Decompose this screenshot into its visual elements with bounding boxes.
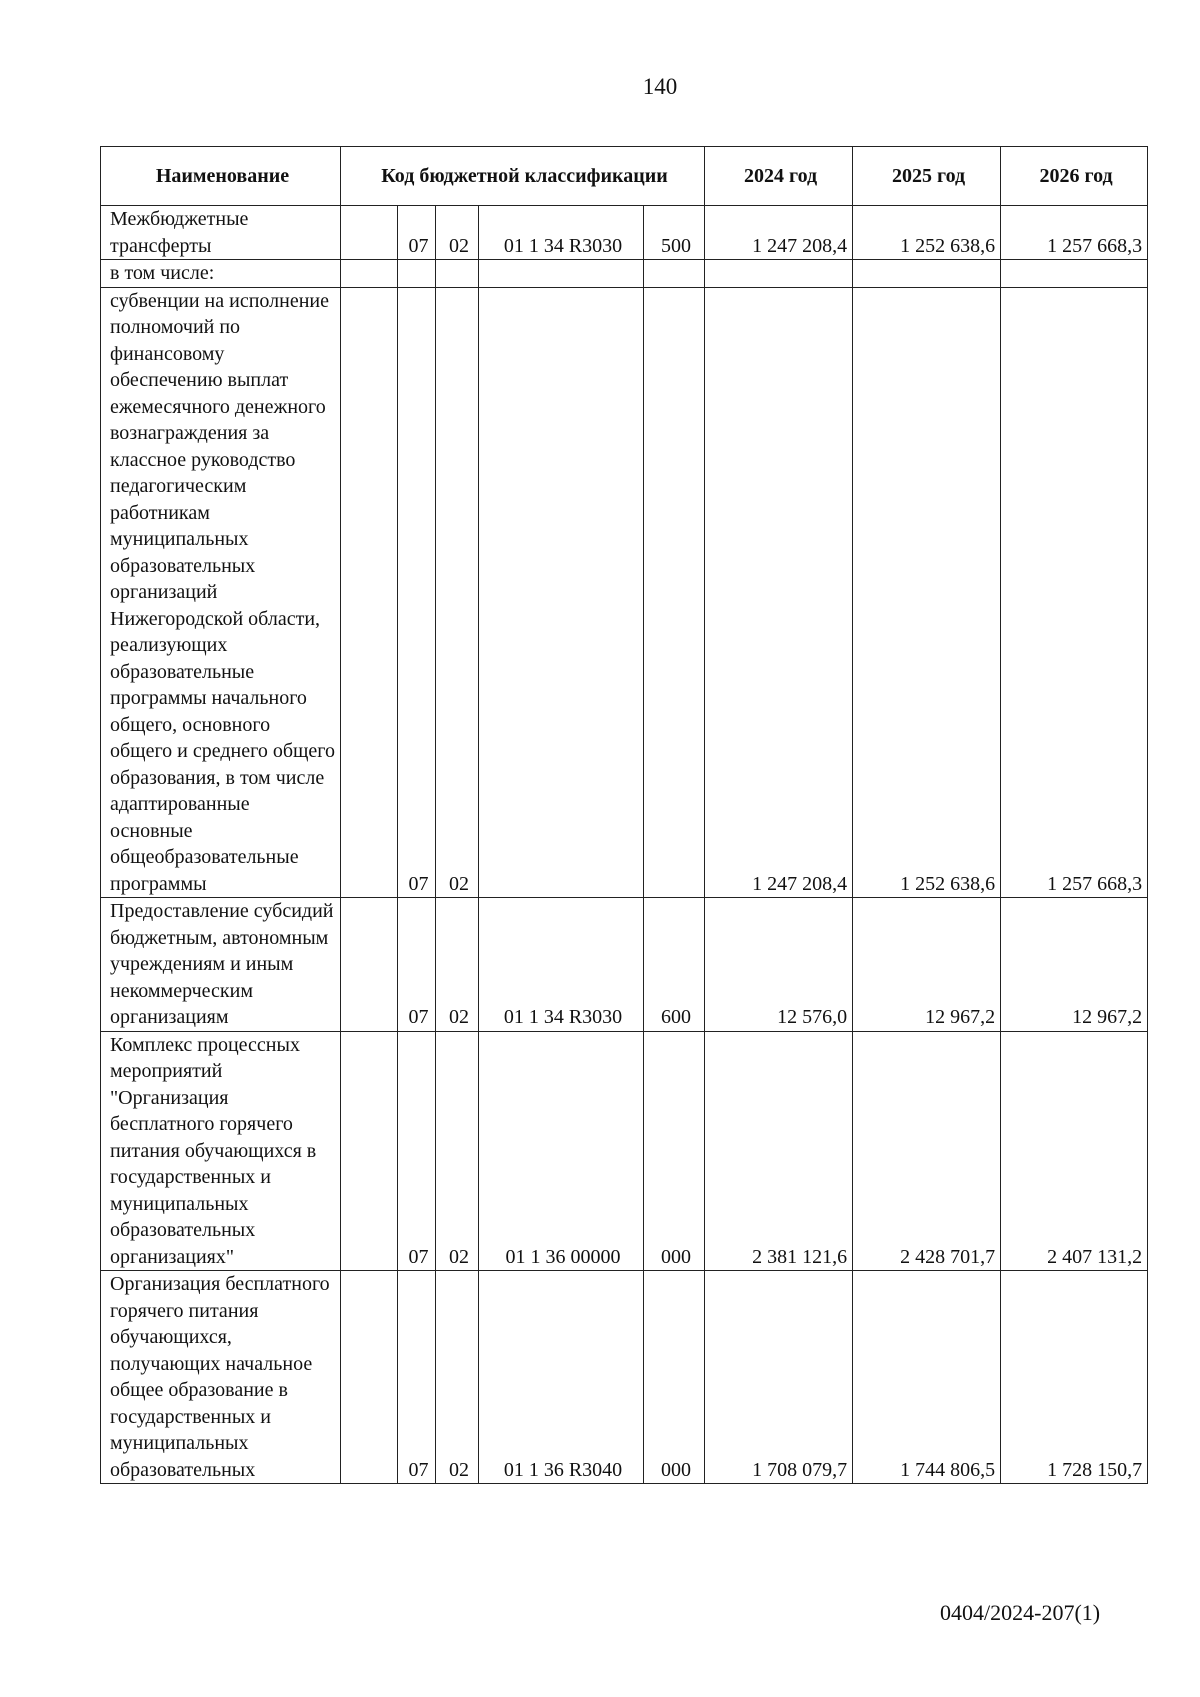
row-type (644, 260, 705, 288)
row-2025: 2 428 701,7 (853, 1031, 1001, 1271)
row-target: 01 1 36 00000 (479, 1031, 644, 1271)
header-2025: 2025 год (853, 147, 1001, 206)
row-name: Организация бесплатного горячего питания обучающихся, получающих начальное общее образование в государственных и муниципальных образовательных (101, 1271, 341, 1484)
row-name: Межбюджетные трансферты (101, 206, 341, 260)
header-code: Код бюджетной классификации (341, 147, 705, 206)
row-2024: 2 381 121,6 (705, 1031, 853, 1271)
row-name: в том числе: (101, 260, 341, 288)
table-row (101, 898, 1148, 1032)
row-target: 01 1 36 R3040 (479, 1271, 644, 1484)
row-empty (341, 287, 398, 898)
row-subsection: 02 (436, 287, 479, 898)
row-subsection: 02 (436, 898, 479, 1032)
row-target (479, 260, 644, 288)
row-2024 (705, 260, 853, 288)
row-2025: 12 967,2 (853, 898, 1001, 1032)
row-2026: 1 257 668,3 (1001, 287, 1148, 898)
row-section: 07 (398, 287, 436, 898)
row-name: Комплекс процессных мероприятий "Организация бесплатного горячего питания обучающихся в государственных и муниципальных образовательных организациях" (101, 1031, 341, 1271)
row-2024: 1 708 079,7 (705, 1271, 853, 1484)
row-2024: 12 576,0 (705, 898, 853, 1032)
row-type: 000 (644, 1031, 705, 1271)
row-target: 01 1 34 R3030 (479, 206, 644, 260)
row-target (479, 287, 644, 898)
row-2026: 2 407 131,2 (1001, 1031, 1148, 1271)
row-empty (341, 260, 398, 288)
table-row (101, 260, 1148, 288)
row-section: 07 (398, 206, 436, 260)
row-section: 07 (398, 1031, 436, 1271)
row-name: субвенции на исполнение полномочий по финансовому обеспечению выплат ежемесячного денежного вознаграждения за классное руководство педагогическим работникам муниципальных образовательных организаций Нижегородской области, реализующих образовательные программы начального общего, основного общего и среднего общего образования, в том числе адаптированные основные общеобразовательные программы (101, 287, 341, 898)
row-type (644, 287, 705, 898)
row-2026: 12 967,2 (1001, 898, 1148, 1032)
row-empty (341, 898, 398, 1032)
header-2024: 2024 год (705, 147, 853, 206)
table-row (101, 1031, 1148, 1271)
row-section: 07 (398, 898, 436, 1032)
row-2025: 1 252 638,6 (853, 206, 1001, 260)
row-empty (341, 1271, 398, 1484)
row-type: 000 (644, 1271, 705, 1484)
table-row (101, 1271, 1148, 1484)
row-name: Предоставление субсидий бюджетным, автономным учреждениям и иным некоммерческим организациям (101, 898, 341, 1032)
row-2025 (853, 260, 1001, 288)
row-subsection: 02 (436, 1271, 479, 1484)
row-subsection: 02 (436, 1031, 479, 1271)
table-row (101, 206, 1148, 260)
budget-table (100, 146, 1148, 1484)
row-2024: 1 247 208,4 (705, 287, 853, 898)
table-header-row (101, 147, 1148, 206)
row-target: 01 1 34 R3030 (479, 898, 644, 1032)
header-name: Наименование (101, 147, 341, 206)
row-type: 500 (644, 206, 705, 260)
header-2026: 2026 год (1001, 147, 1148, 206)
page-number: 140 (642, 74, 678, 99)
table-row (101, 287, 1148, 898)
row-section (398, 260, 436, 288)
row-2025: 1 744 806,5 (853, 1271, 1001, 1484)
row-2024: 1 247 208,4 (705, 206, 853, 260)
row-subsection (436, 260, 479, 288)
row-2026 (1001, 260, 1148, 288)
row-2026: 1 728 150,7 (1001, 1271, 1148, 1484)
row-subsection: 02 (436, 206, 479, 260)
row-type: 600 (644, 898, 705, 1032)
row-2026: 1 257 668,3 (1001, 206, 1148, 260)
row-section: 07 (398, 1271, 436, 1484)
row-empty (341, 1031, 398, 1271)
document-code: 0404/2024-207(1) (940, 1600, 1101, 1625)
row-empty (341, 206, 398, 260)
row-2025: 1 252 638,6 (853, 287, 1001, 898)
